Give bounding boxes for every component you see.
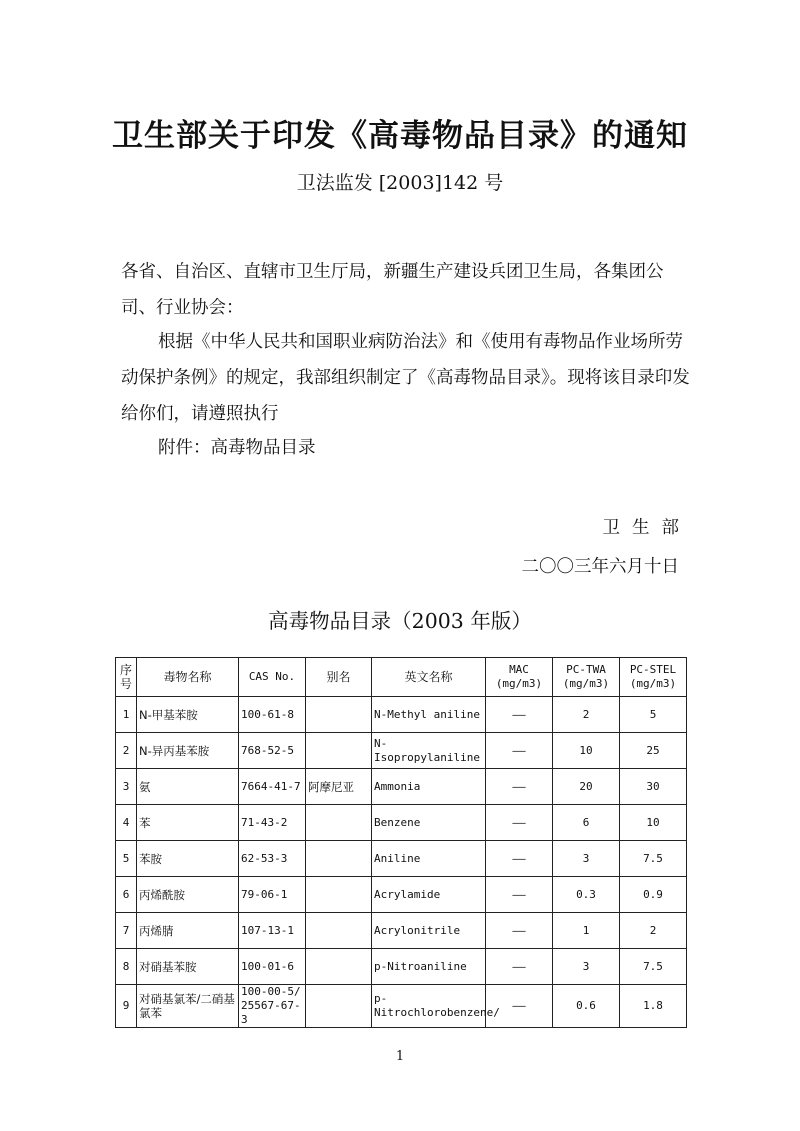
cell-pcstel: 5 [620,697,687,733]
cell-pctwa: 2 [553,697,620,733]
cell-seq: 9 [116,985,137,1028]
cell-pctwa: 10 [553,733,620,769]
cell-alias [306,877,372,913]
cell-name: 氨 [137,769,239,805]
page-number: 1 [395,1049,405,1064]
cell-alias [306,805,372,841]
cell-english: p-Nitrochlorobenzene/ [372,985,486,1028]
attachment-line: 附件：高毒物品目录 [158,438,316,458]
table-row [116,805,687,841]
cell-seq: 3 [116,769,137,805]
cell-english: Benzene [372,805,486,841]
table-row [116,733,687,769]
cell-name: 对硝基氯苯/二硝基氯苯 [137,985,239,1028]
table-row [116,949,687,985]
cell-pctwa: 3 [553,949,620,985]
table-header-row [116,658,687,697]
cell-alias [306,985,372,1028]
header-cas: CAS No. [239,658,306,697]
cell-pctwa: 20 [553,769,620,805]
cell-mac: —— [486,949,553,985]
cell-alias: 阿摩尼亚 [306,769,372,805]
issue-date: 二〇〇三年六月十日 [521,557,679,577]
cell-english: Ammonia [372,769,486,805]
cell-name: N-异丙基苯胺 [137,733,239,769]
cell-pcstel: 10 [620,805,687,841]
cell-alias [306,913,372,949]
cell-alias [306,841,372,877]
cell-mac: —— [486,697,553,733]
header-pctwa-label: PC-TWA [566,663,606,676]
cell-mac: —— [486,733,553,769]
cell-mac: —— [486,841,553,877]
cell-mac: —— [486,877,553,913]
cell-pcstel: 7.5 [620,841,687,877]
cell-name: 苯 [137,805,239,841]
issuer-signature: 卫生部 [602,518,691,538]
table-row [116,985,687,1028]
document-number: 卫法监发 [2003]142 号 [296,172,504,194]
cell-alias [306,697,372,733]
cell-name: 苯胺 [137,841,239,877]
cell-seq: 5 [116,841,137,877]
table-title: 高毒物品目录（2003 年版） [268,609,532,633]
cell-cas: 768-52-5 [239,733,306,769]
cell-english: N-Isopropylaniline [372,733,486,769]
header-pcstel-unit: (mg/m3) [629,677,677,690]
table-row [116,769,687,805]
cell-english: N-Methyl aniline [372,697,486,733]
cell-mac: —— [486,913,553,949]
cell-cas: 100-00-5/ 25567-67-3 [239,985,306,1028]
cell-cas: 62-53-3 [239,841,306,877]
header-pcstel-label: PC-STEL [629,663,677,676]
table-body [116,697,687,1028]
cell-mac: —— [486,769,553,805]
cell-pctwa: 1 [553,913,620,949]
recipients-paragraph: 各省、自治区、直辖市卫生厅局，新疆生产建设兵团卫生局，各集团公司、行业协会： [121,262,664,318]
cell-cas: 79-06-1 [239,877,306,913]
main-paragraph: 根据《中华人民共和国职业病防治法》和《使用有毒物品作业场所劳动保护条例》的规定，我部组织制定了《高毒物品目录》。现将该目录印发给你们，请遵照执行 [121,332,690,424]
cell-name: 对硝基苯胺 [137,949,239,985]
cell-english: Acrylamide [372,877,486,913]
cell-mac: —— [486,805,553,841]
cell-seq: 2 [116,733,137,769]
cell-alias [306,733,372,769]
toxic-substances-table [115,657,687,1028]
header-alias: 别名 [306,658,372,697]
cell-cas: 100-61-8 [239,697,306,733]
header-pctwa [553,658,620,697]
cell-pctwa: 0.3 [553,877,620,913]
table-row [116,841,687,877]
cell-mac: —— [486,985,553,1028]
document-title: 卫生部关于印发《高毒物品目录》的通知 [112,118,688,154]
header-seq: 序号 [116,658,137,697]
header-mac [486,658,553,697]
cell-name: 丙烯腈 [137,913,239,949]
cell-english: Acrylonitrile [372,913,486,949]
header-english: 英文名称 [372,658,486,697]
cell-seq: 8 [116,949,137,985]
cell-pcstel: 1.8 [620,985,687,1028]
cell-seq: 6 [116,877,137,913]
cell-pcstel: 2 [620,913,687,949]
header-pctwa-unit: (mg/m3) [562,677,610,690]
cell-english: Aniline [372,841,486,877]
cell-english: p-Nitroaniline [372,949,486,985]
cell-pcstel: 30 [620,769,687,805]
cell-seq: 7 [116,913,137,949]
cell-pctwa: 0.6 [553,985,620,1028]
cell-cas: 71-43-2 [239,805,306,841]
table-row [116,877,687,913]
cell-cas: 100-01-6 [239,949,306,985]
cell-name: N-甲基苯胺 [137,697,239,733]
table-row [116,697,687,733]
cell-pcstel: 0.9 [620,877,687,913]
cell-pcstel: 7.5 [620,949,687,985]
cell-cas: 107-13-1 [239,913,306,949]
table-row [116,913,687,949]
cell-name: 丙烯酰胺 [137,877,239,913]
cell-seq: 1 [116,697,137,733]
cell-seq: 4 [116,805,137,841]
cell-alias [306,949,372,985]
cell-pctwa: 3 [553,841,620,877]
header-pcstel [620,658,687,697]
cell-pctwa: 6 [553,805,620,841]
header-mac-unit: (mg/m3) [495,677,543,690]
header-mac-label: MAC [509,663,529,676]
cell-cas: 7664-41-7 [239,769,306,805]
cell-pcstel: 25 [620,733,687,769]
header-name: 毒物名称 [137,658,239,697]
